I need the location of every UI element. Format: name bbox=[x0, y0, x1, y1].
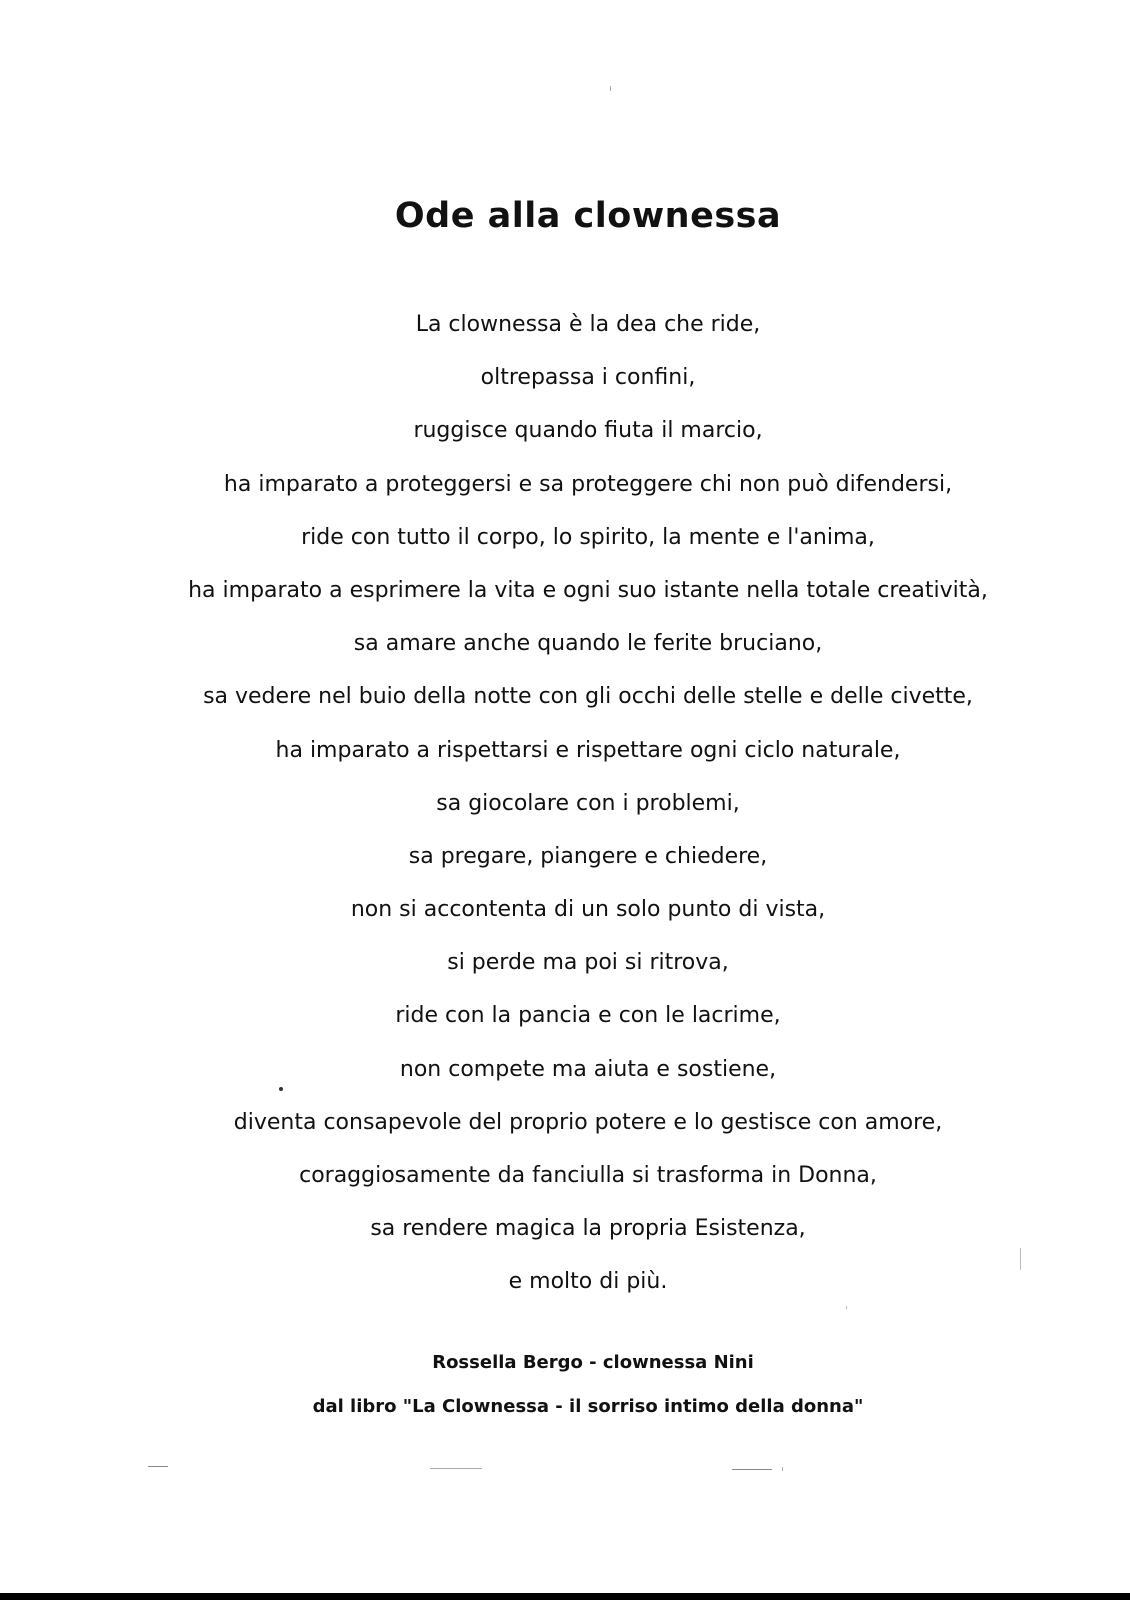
poem-line: coraggiosamente da fanciulla si trasforma in Donna, bbox=[299, 1163, 877, 1188]
poem-line: non compete ma aiuta e sostiene, bbox=[399, 1056, 777, 1082]
poem-line: diventa consapevole del proprio potere e lo gestisce con amore, bbox=[233, 1109, 943, 1135]
author-credit: Rossella Bergo - clownessa Nini bbox=[432, 1352, 754, 1373]
scan-bottom-edge bbox=[0, 1593, 1130, 1600]
scan-speck bbox=[279, 1087, 283, 1091]
scan-speck bbox=[610, 86, 611, 91]
credits bbox=[0, 1348, 1130, 1436]
poem-line: ruggisce quando fiuta il marcio, bbox=[413, 418, 763, 444]
poem-title: Ode alla clownessa bbox=[394, 196, 782, 236]
poem-line: ha imparato a rispettarsi e rispettare ogni ciclo naturale, bbox=[275, 737, 901, 763]
scan-speck bbox=[430, 1468, 482, 1469]
poem-line: sa giocolare con i problemi, bbox=[436, 790, 740, 816]
poem-line: oltrepassa i confini, bbox=[480, 365, 696, 391]
scan-speck bbox=[846, 1306, 847, 1309]
scan-speck bbox=[782, 1467, 783, 1471]
poem-line: sa rendere magica la propria Esistenza, bbox=[370, 1216, 806, 1242]
poem-line: sa amare anche quando le ferite bruciano, bbox=[353, 631, 823, 657]
source-credit: dal libro "La Clownessa - il sorriso intimo della donna" bbox=[312, 1396, 864, 1417]
poem-line: La clownessa è la dea che ride, bbox=[415, 312, 761, 337]
scan-speck bbox=[148, 1466, 168, 1467]
scan-speck bbox=[1020, 1248, 1021, 1270]
poem-line: sa vedere nel buio della notte con gli occhi delle stelle e delle civette, bbox=[203, 684, 973, 710]
poem-line: sa pregare, piangere e chiedere, bbox=[408, 843, 768, 869]
poem-line: ride con la pancia e con le lacrime, bbox=[395, 1003, 781, 1029]
poem-line: non si accontenta di un solo punto di vista, bbox=[350, 897, 826, 923]
poem-body bbox=[0, 298, 1130, 1309]
poem-line: e molto di più. bbox=[508, 1269, 668, 1295]
poem-line: si perde ma poi si ritrova, bbox=[447, 950, 729, 976]
scan-speck bbox=[732, 1469, 772, 1470]
poem-line: ride con tutto il corpo, lo spirito, la mente e l'anima, bbox=[301, 524, 875, 550]
poem-line: ha imparato a esprimere la vita e ogni suo istante nella totale creatività, bbox=[188, 577, 988, 603]
poem-line: ha imparato a proteggersi e sa proteggere chi non può difendersi, bbox=[223, 471, 953, 497]
